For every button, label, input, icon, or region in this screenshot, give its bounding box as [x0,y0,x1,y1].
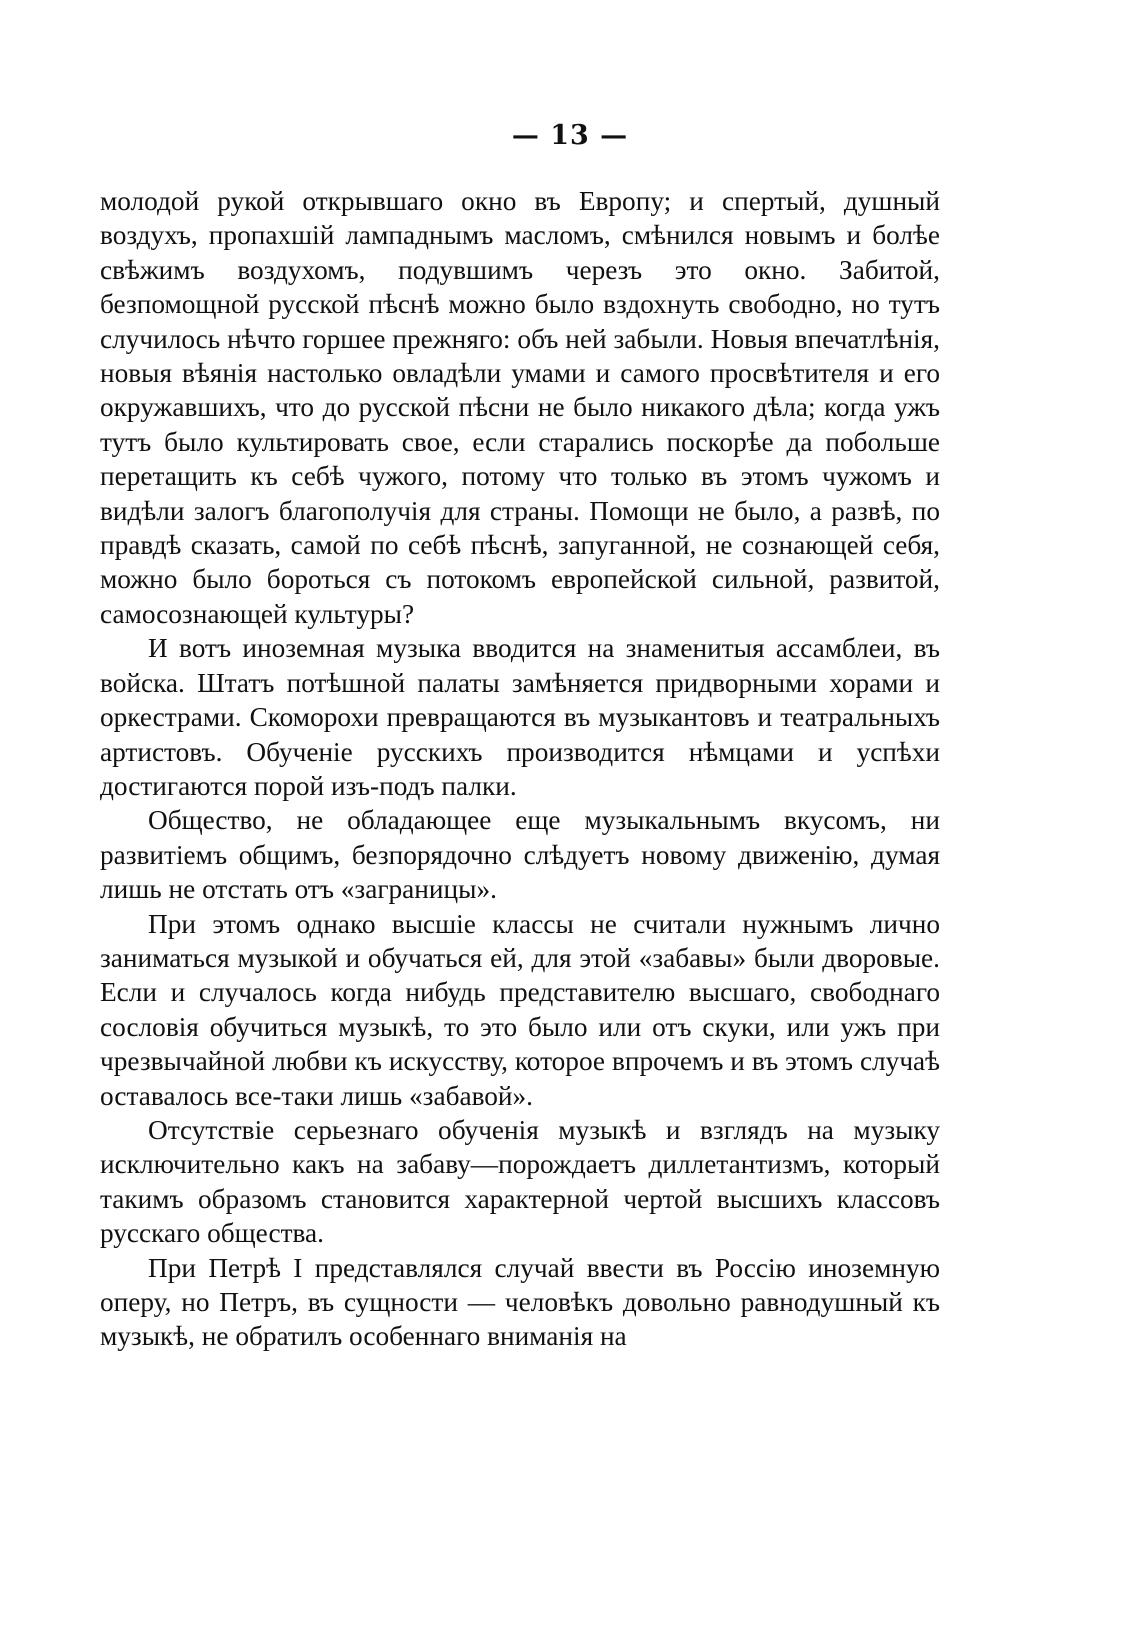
body-text [100,184,940,1354]
paragraph-6: При Петрѣ I представлялся случай ввести въ Россію иноземную оперу, но Петръ, въ сущности — человѣкъ довольно равнодушный къ музыкѣ, не обратилъ особеннаго вниманія на [100,1252,940,1352]
paragraph-5: Отсутствіе серьезнаго обученія музыкѣ и взглядъ на музыку исключительно какъ на забаву—порождаетъ диллетантизмъ, который такимъ образомъ становится характерной чертой высшихъ классовъ русскаго общества. [100,1114,940,1249]
paragraph-2: И вотъ иноземная музыка вводится на знаменитыя ассамблеи, въ войска. Штатъ потѣшной палаты замѣняется придворными хорами и оркестрами. Скоморохи превращаются въ музыкантовъ и театральныхъ артистовъ. Обученіе русскихъ производится нѣмцами и успѣхи достигаются порой изъ-подъ палки. [100,633,940,801]
paragraph-4: При этомъ однако высшіе классы не считали нужнымъ лично заниматься музыкой и обучаться ей, для этой «забавы» были дворовые. Если и случалось когда нибудь представителю высшаго, свободнаго сословія обучиться музыкѣ, то это было или отъ скуки, или ужъ при чрезвычайной любви къ искусству, которое впрочемъ и въ этомъ случаѣ оставалось все-таки лишь «забавой». [100,908,940,1111]
paragraph-3: Общество, не обладающее еще музыкальнымъ вкусомъ, ни развитіемъ общимъ, безпорядочно слѣдуетъ новому движенію, думая лишь не отстать отъ «заграницы». [100,805,940,905]
paragraph-1: молодой рукой открывшаго окно въ Европу; и спертый, душный воздухъ, пропахшій лампаднымъ масломъ, смѣнился новымъ и болѣе свѣжимъ воздухомъ, подувшимъ черезъ это окно. Забитой, безпомощной русской пѣснѣ можно было вздохнуть свободно, но тутъ случилось нѣчто горшее прежняго: объ ней забыли. Новыя впечатлѣнія, новыя вѣянія настолько овладѣли умами и самого просвѣтителя и его окружавшихъ, что до русской пѣсни не было никакого дѣла; когда ужъ тутъ было культировать свое, если старались поскорѣе да побольше перетащить къ себѣ чужого, потому что только въ этомъ чужомъ и видѣли залогъ благополучія для страны. Помощи не было, а развѣ, по правдѣ сказать, самой по себѣ пѣснѣ, запуганной, не сознающей себя, можно было бороться съ потокомъ европейской сильной, развитой, самосознающей культуры? [100,186,940,629]
page-number: — 13 — [511,120,629,151]
